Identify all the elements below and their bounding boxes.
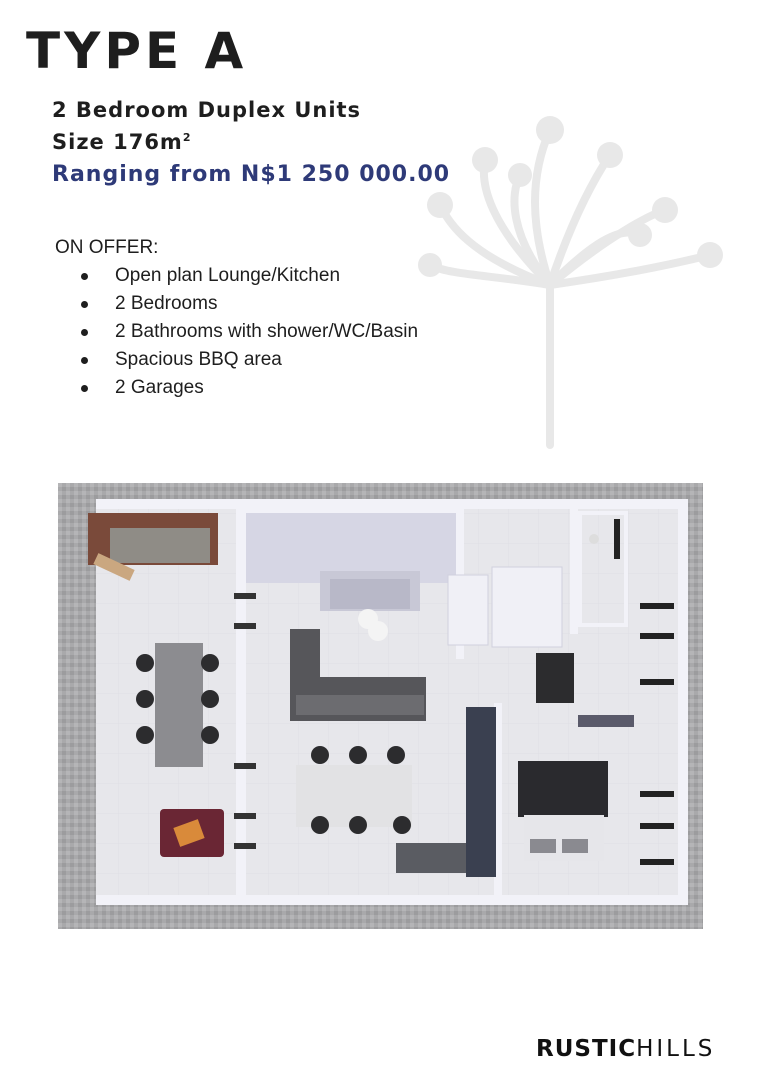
unit-size	[52, 132, 191, 153]
offer-item-label: Spacious BBQ area	[115, 349, 282, 370]
page-title: TYPE A	[26, 22, 248, 80]
brand-logo	[536, 1038, 715, 1061]
offer-item-label: Open plan Lounge/Kitchen	[115, 265, 341, 286]
bed	[518, 761, 608, 817]
offer-heading: ON OFFER:	[55, 237, 159, 258]
floor-plan-image	[58, 483, 703, 929]
tree-watermark-icon	[410, 115, 730, 455]
offer-item	[55, 346, 418, 374]
staircase	[448, 567, 562, 647]
size-superscript: 2	[182, 131, 192, 144]
offer-item	[55, 262, 418, 290]
offer-item-label: 2 Bathrooms with shower/WC/Basin	[115, 321, 419, 342]
bullet-icon	[81, 385, 88, 392]
bullet-icon	[81, 301, 88, 308]
offer-section	[55, 234, 418, 402]
unit-type: 2 Bedroom Duplex Units	[52, 98, 362, 122]
logo-bold-text: RUSTIC	[536, 1036, 637, 1062]
offer-item-label: 2 Garages	[115, 377, 204, 398]
offer-item	[55, 318, 418, 346]
kitchen-counter	[466, 707, 496, 877]
bullet-icon	[81, 273, 88, 280]
bullet-icon	[81, 357, 88, 364]
outdoor-table	[155, 643, 203, 767]
size-text: Size 176m	[52, 130, 183, 154]
offer-list	[55, 262, 418, 402]
bullet-icon	[81, 329, 88, 336]
offer-item	[55, 290, 418, 318]
offer-item	[55, 374, 418, 402]
price-range: Ranging from N$1 250 000.00	[52, 162, 451, 187]
offer-item-label: 2 Bedrooms	[115, 293, 218, 314]
logo-light-text: HILLS	[636, 1036, 716, 1062]
